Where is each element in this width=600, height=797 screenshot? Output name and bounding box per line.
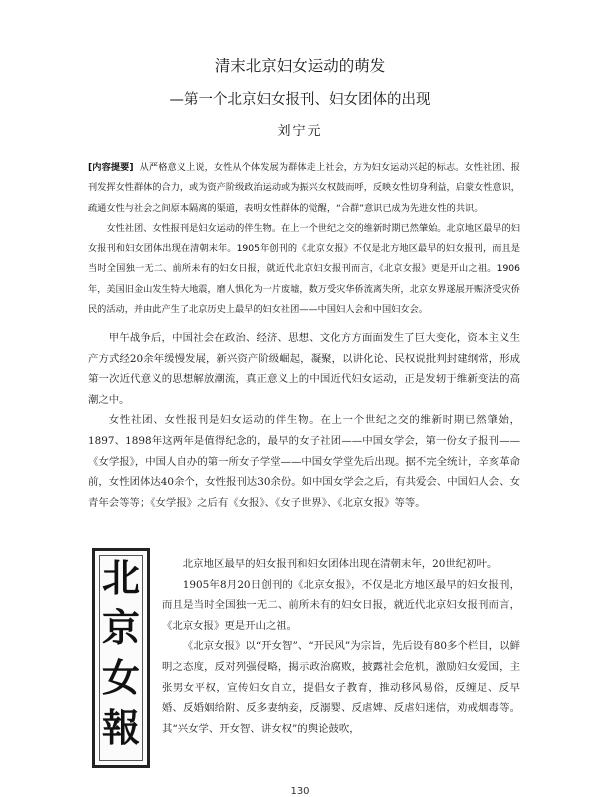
masthead-char: 女 (101, 655, 140, 700)
newspaper-masthead-image (92, 548, 150, 768)
masthead-char: 北 (101, 555, 140, 600)
page-number: 130 (290, 786, 310, 797)
article-title: 清末北京妇女运动的萌发 (214, 57, 386, 75)
abstract-text-2: 女性社团、女性报刊是妇女运动的伴生物。在上一个世纪之交的维新时期已然肇始。北京地区最早的妇女报刊和妇女团体出现在清朝末年。1905年创刊的《北京女报》不仅是北方地区最早的妇女报刊，而且是当时全国独一无二、前所未有的妇女日报，就近代北京妇女报刊而言，《北京女报》更是开山之祖。1906年，美国旧金山发生特大地震，磨人惧化为一片废墟，数万受灾华侨流离失所，北京女界遂展开赈济受灾侨民的活动，并由此产生了北京历史上最早的妇女社团——中国妇人会和中国妇女会。 (88, 222, 520, 316)
article-subtitle: —第一个北京妇女报刊、妇女团体的出现 (169, 92, 431, 108)
author-name: 刘宁元 (277, 124, 323, 139)
wrap-paragraph-2: 1905年8月20日创刊的《北京女报》，不仅是北方地区最早的妇女报刊，而且是当时全国独一无二、前所未有的妇女日报，就近代北京妇女报刊而言，《北京女报》更是开山之祖。 (162, 578, 520, 632)
abstract-paragraph (88, 158, 520, 219)
body-paragraph-2: 女性社团、女性报刊是妇女运动的伴生物。在上一个世纪之交的维新时期已然肇始，1897、1898年这两年是值得纪念的，最早的女子社团——中国女学会，第一份女子报刊——《女学报》，中国人自办的第一所女子学堂——中国女学堂先后出现。据不完全统计，辛亥革命前，女性团体达40余个，女性报刊达30余份。如中国女学会之后，有共爱会、中国妇人会、女青年会等等；《女学报》之后有《女报》、《女子世界》、《北京女报》等等。 (88, 414, 520, 509)
wrap-paragraph-3: 《北京女报》以“开女智”、“开民风”为宗旨，先后设有80多个栏目，以鲜明之态度，反对列强侵略，揭示政治腐败，披露社会危机，激励妇女爱国，主张男女平权，宣传妇女自立，提倡女子教育，推动移风易俗，反缠足、反早婚、反婚姻给附、反多妻纳妾，反溺婴、反虐婢、反虐妇迷信，劝戒烟毒等。其“兴女学、开女智、讲女权”的舆论鼓吹， (162, 640, 520, 735)
abstract (88, 158, 520, 320)
masthead-frame (99, 555, 143, 761)
abstract-text-1: 从严格意义上说，女性从个体发展为群体走上社会，方为妇女运动兴起的标志。女性社团、报刊发挥女性群体的合力，或为资产阶级政治运动或为振兴女权鼓而呼，反映女性切身利益，启蒙女性意识，疏通女性与社会之间原本隔离的渠道，表明女性群体的觉醒，“合群”意识已成为先进女性的共识。 (88, 162, 520, 214)
masthead-char: 報 (101, 705, 140, 750)
wrapped-body-text (162, 554, 520, 739)
abstract-label: [内容提要] (88, 162, 134, 173)
body-paragraph-1: 甲午战争后，中国社会在政治、经济、思想、文化方方面面发生了巨大变化，资本主义生产方式经20余年缓慢发展，新兴资产阶级崛起，凝聚，以讲化论、民权说批判封建纲常，形成第一次近代意义的思想解放潮流，真正意义上的中国近代妇女运动，正是发轫于维新变法的高潮之中。 (88, 332, 520, 406)
wrap-paragraph-1: 北京地区最早的妇女报刊和妇女团体出现在清朝末年，20世纪初叶。 (182, 558, 498, 570)
body-text (88, 328, 520, 513)
masthead-char: 京 (101, 605, 140, 650)
